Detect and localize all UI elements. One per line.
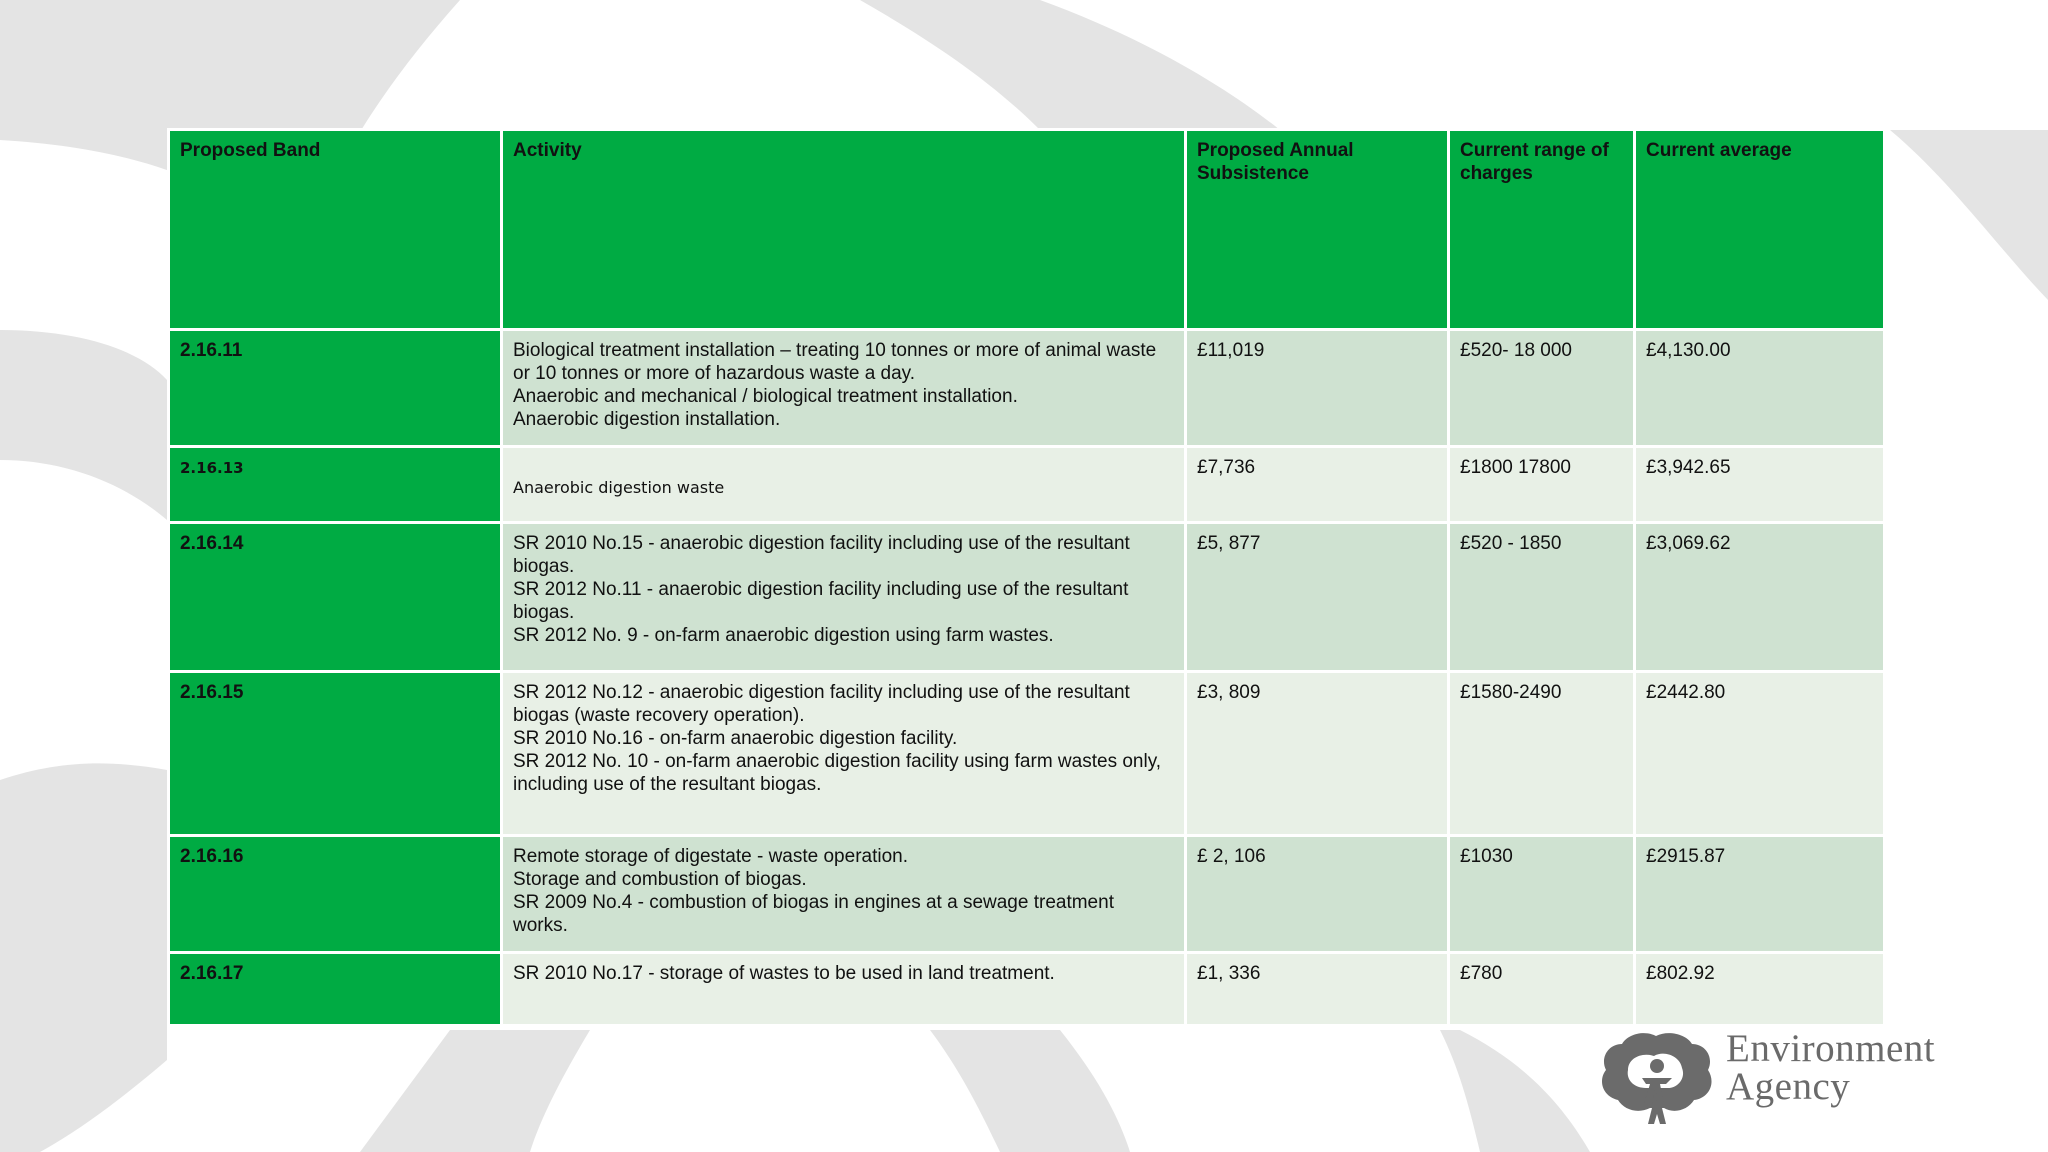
header-activity: Activity	[502, 130, 1186, 330]
table-row	[169, 836, 1885, 953]
band-cell: 2.16.11	[169, 330, 502, 447]
activity-line: Storage and combustion of biogas.	[513, 869, 807, 890]
range-cell: £1800 17800	[1449, 447, 1635, 523]
table-row	[169, 953, 1885, 1026]
activity-line: Biological treatment installation – treating 10 tonnes or more of animal waste or 10 tonnes or more of hazardous waste a day.	[513, 340, 1157, 384]
average-cell: £4,130.00	[1635, 330, 1885, 447]
header-current-average: Current average	[1635, 130, 1885, 330]
activity-cell	[502, 836, 1186, 953]
logo-wordmark	[1726, 1027, 1936, 1108]
logo-line-2: Agency	[1726, 1065, 1851, 1108]
activity-cell	[502, 330, 1186, 447]
logo-line-1: Environment	[1726, 1027, 1936, 1070]
subsistence-cell: £11,019	[1186, 330, 1449, 447]
range-cell: £520- 18 000	[1449, 330, 1635, 447]
band-cell: 2.16.14	[169, 523, 502, 672]
subsistence-cell: £1, 336	[1186, 953, 1449, 1026]
oak-tree-person-icon	[1598, 1030, 1716, 1126]
header-current-range: Current range of charges	[1449, 130, 1635, 330]
activity-line: Anaerobic and mechanical / biological treatment installation.	[513, 386, 1018, 407]
table-row	[169, 672, 1885, 836]
activity-line: SR 2012 No. 9 - on-farm anaerobic digestion using farm wastes.	[513, 625, 1054, 646]
range-cell: £1580-2490	[1449, 672, 1635, 836]
average-cell: £802.92	[1635, 953, 1885, 1026]
average-cell: £3,942.65	[1635, 447, 1885, 523]
activity-line: SR 2010 No.16 - on-farm anaerobic digestion facility.	[513, 728, 958, 749]
activity-line: SR 2010 No.17 - storage of wastes to be used in land treatment.	[513, 963, 1055, 984]
range-cell: £1030	[1449, 836, 1635, 953]
subsistence-cell: £3, 809	[1186, 672, 1449, 836]
average-cell: £3,069.62	[1635, 523, 1885, 672]
activity-line: SR 2012 No.12 - anaerobic digestion facility including use of the resultant biogas (waste recovery operation).	[513, 682, 1130, 726]
subsistence-cell: £7,736	[1186, 447, 1449, 523]
average-cell: £2442.80	[1635, 672, 1885, 836]
header-row	[169, 130, 1885, 330]
activity-cell	[502, 672, 1186, 836]
table-row	[169, 447, 1885, 523]
header-proposed-annual-subsistence: Proposed Annual Subsistence	[1186, 130, 1449, 330]
table-row	[169, 330, 1885, 447]
table-row	[169, 523, 1885, 672]
band-cell: 2.16.16	[169, 836, 502, 953]
band-cell: 2.16.17	[169, 953, 502, 1026]
band-cell	[169, 447, 502, 523]
band-cell: 2.16.15	[169, 672, 502, 836]
activity-cell	[502, 953, 1186, 1026]
activity-line: Anaerobic digestion waste	[513, 478, 725, 497]
band-label: 2.16.13	[180, 459, 244, 477]
environment-agency-logo	[1598, 1027, 2018, 1126]
activity-cell	[502, 447, 1186, 523]
range-cell: £520 - 1850	[1449, 523, 1635, 672]
average-cell: £2915.87	[1635, 836, 1885, 953]
activity-cell	[502, 523, 1186, 672]
activity-line: Anaerobic digestion installation.	[513, 409, 781, 430]
activity-line: SR 2010 No.15 - anaerobic digestion facility including use of the resultant biogas.	[513, 533, 1130, 577]
activity-line: Remote storage of digestate - waste operation.	[513, 846, 909, 867]
range-cell: £780	[1449, 953, 1635, 1026]
subsistence-cell: £5, 877	[1186, 523, 1449, 672]
activity-line: SR 2009 No.4 - combustion of biogas in engines at a sewage treatment works.	[513, 892, 1114, 936]
activity-line: SR 2012 No. 10 - on-farm anaerobic digestion facility using farm wastes only, including use of the resultant biogas.	[513, 751, 1162, 795]
charges-table	[167, 128, 1886, 1027]
subsistence-cell: £ 2, 106	[1186, 836, 1449, 953]
header-proposed-band: Proposed Band	[169, 130, 502, 330]
activity-line: SR 2012 No.11 - anaerobic digestion facility including use of the resultant biogas.	[513, 579, 1129, 623]
